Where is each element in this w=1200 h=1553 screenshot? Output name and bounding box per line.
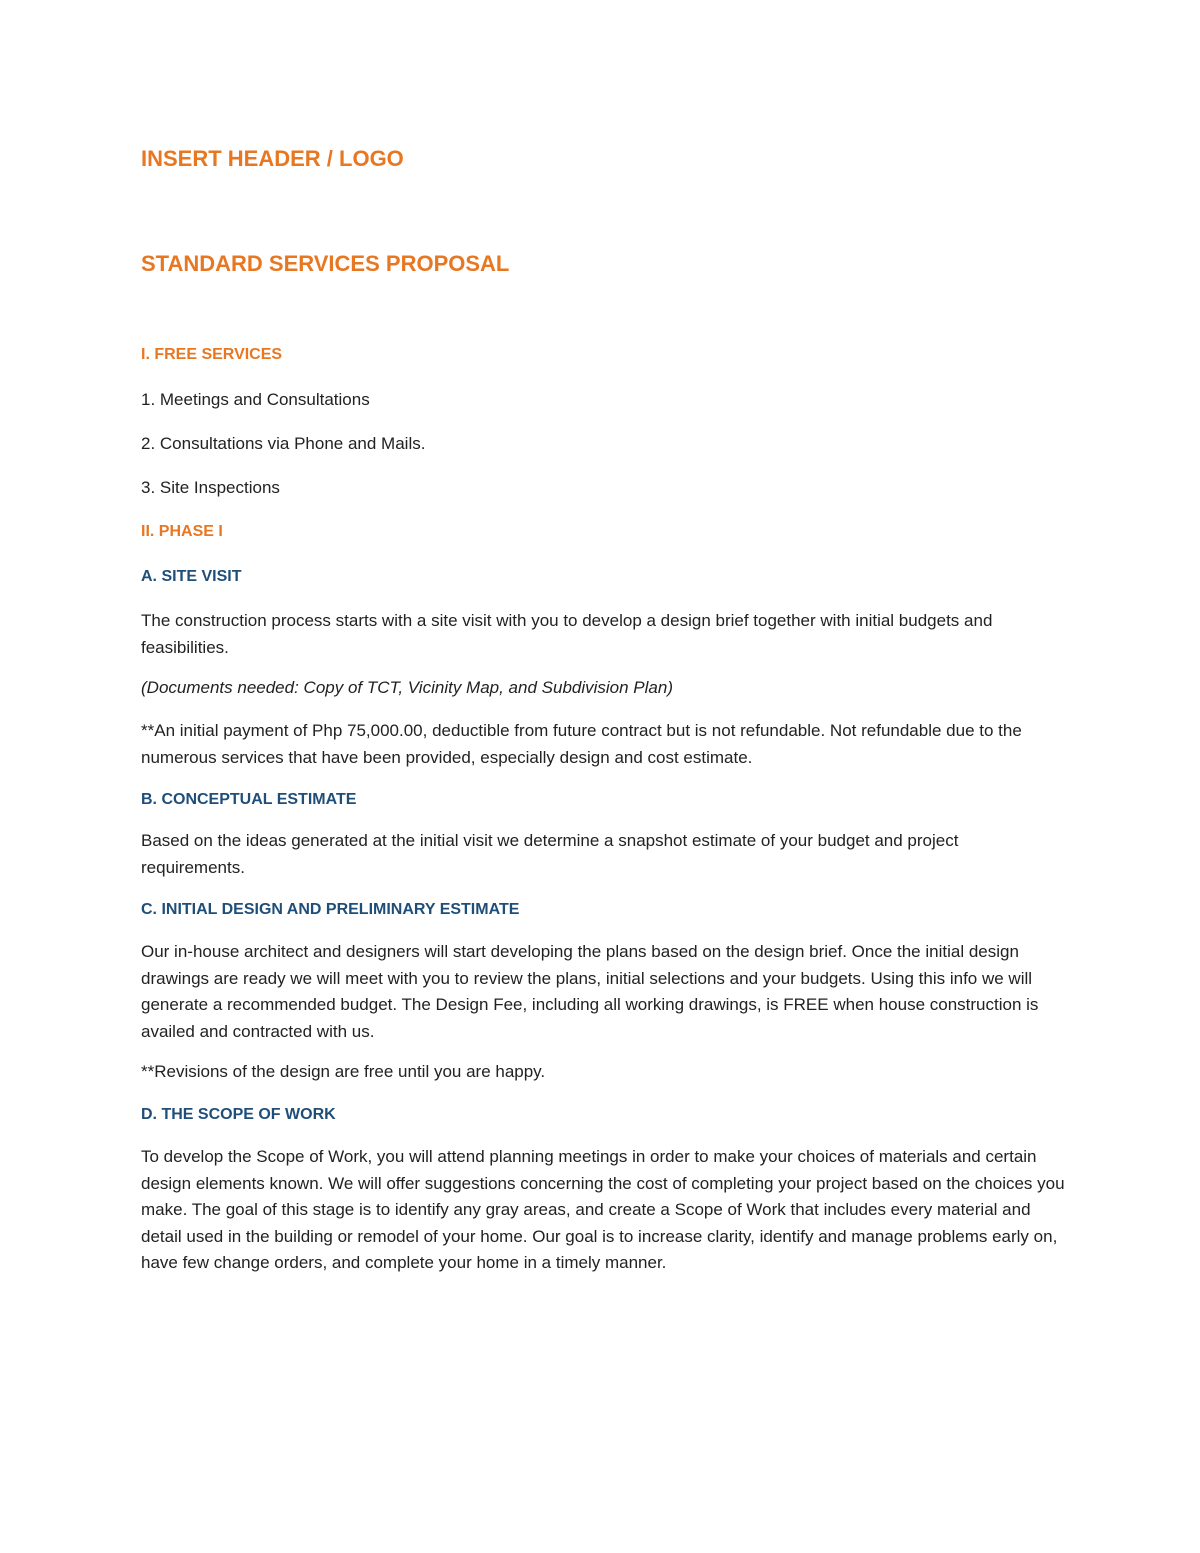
subsection-heading-conceptual-estimate: B. CONCEPTUAL ESTIMATE [141, 791, 357, 808]
paragraph: The construction process starts with a site visit with you to develop a design brief together with initial budgets and feasibilities. [141, 611, 993, 657]
revisions-note: **Revisions of the design are free until you are happy. [141, 1062, 546, 1081]
document-title: STANDARD SERVICES PROPOSAL [141, 251, 510, 276]
subsection-heading-initial-design: C. INITIAL DESIGN AND PRELIMINARY ESTIMATE [141, 901, 520, 918]
section-heading-free-services: I. FREE SERVICES [141, 346, 283, 363]
documents-needed-note: (Documents needed: Copy of TCT, Vicinity Map, and Subdivision Plan) [141, 678, 673, 697]
paragraph: To develop the Scope of Work, you will attend planning meetings in order to make your choices of materials and certain design elements known. We will offer suggestions concerning the cost of completing your project based on the choices you make. The goal of this stage is to identify any gray areas, and create a Scope of Work that includes every material and detail used in the building or remodel of your home. Our goal is to increase clarity, identify and manage problems early on, have few change orders, and complete your home in a timely manner. [141, 1147, 1065, 1272]
paragraph: Our in-house architect and designers will start developing the plans based on the design brief. Once the initial design drawings are ready we will meet with you to review the plans, initial selections and your budgets. Using this info we will generate a recommended budget. The Design Fee, including all working drawings, is FREE when house construction is availed and contracted with us. [141, 942, 1039, 1041]
payment-note: **An initial payment of Php 75,000.00, deductible from future contract but is not refundable. Not refundable due to the numerous services that have been provided, especially design and cost estimate. [141, 721, 1022, 767]
subsection-heading-site-visit: A. SITE VISIT [141, 568, 242, 585]
list-item: 2. Consultations via Phone and Mails. [141, 434, 426, 453]
paragraph: Based on the ideas generated at the initial visit we determine a snapshot estimate of your budget and project requirements. [141, 831, 959, 877]
section-heading-phase-1: II. PHASE I [141, 523, 223, 540]
header-logo-placeholder: INSERT HEADER / LOGO [141, 146, 404, 171]
list-item: 3. Site Inspections [141, 478, 280, 497]
list-item: 1. Meetings and Consultations [141, 390, 370, 409]
subsection-heading-scope-of-work: D. THE SCOPE OF WORK [141, 1106, 336, 1123]
